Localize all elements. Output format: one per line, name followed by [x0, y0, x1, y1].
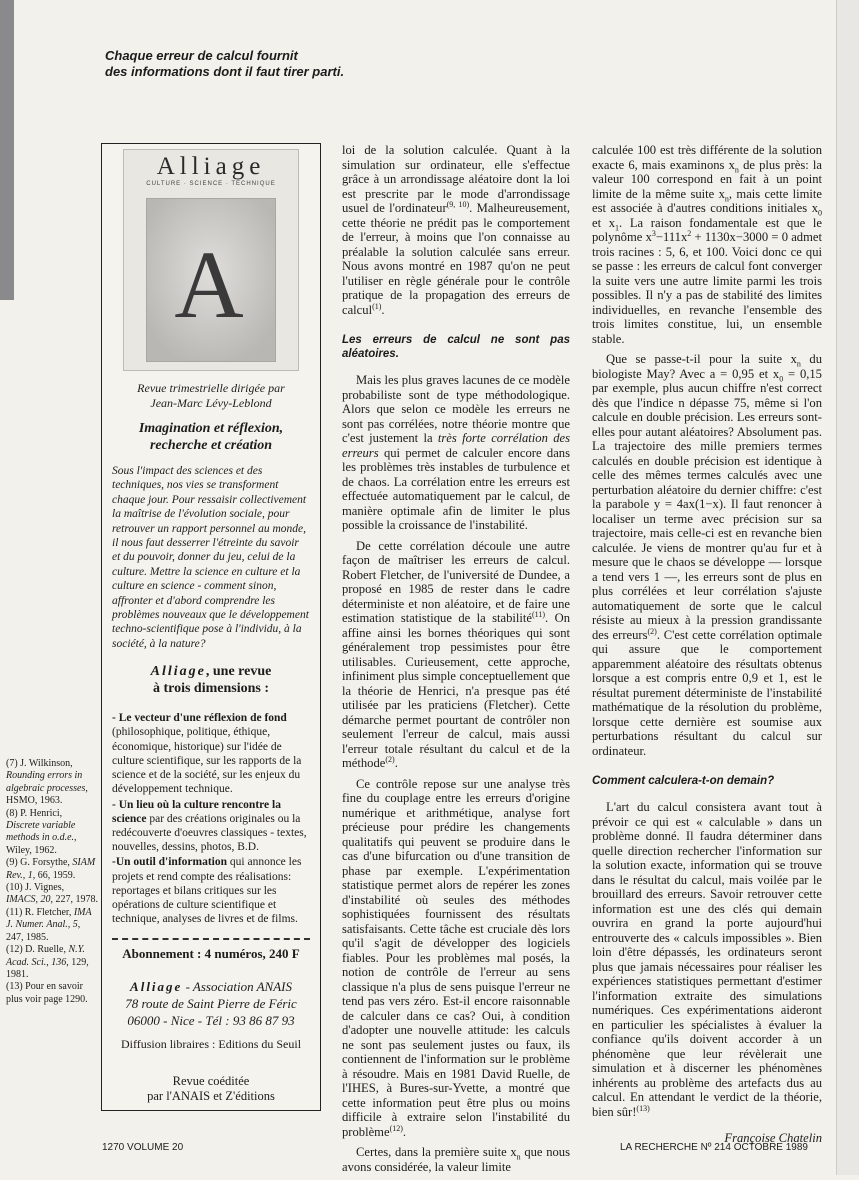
box-section-title: Alliage, une revue à trois dimensions :	[150, 664, 272, 697]
right-page-edge	[836, 0, 859, 1175]
reference-item: (9) G. Forsythe, SIAM Rev., 1, 66, 1959.	[6, 857, 96, 881]
caption-line-2: des informations dont il faut tirer parti.	[105, 64, 345, 79]
dashed-divider	[112, 938, 310, 940]
journal-footer: LA RECHERCHE Nº 214 OCTOBRE 1989	[620, 1142, 808, 1153]
paragraph: loi de la solution calculée. Quant à la simulation sur ordinateur, elle s'effectue grâce à un arrondissage aléatoire dont la loi est prescrite par le mode d'arrondissage usuel de l'ordinateur$^{(9, 10)}$. Malheureusement, cette théorie ne prédit pas le comportement de l'erreur, à moins que l'on connaisse au préalable la solution calculée sans erreur. Nous avons montré en 1987 qu'on ne peut l'utiliser en règle générale pour le contrôle pratique de la propagation des erreurs de calcul$^{(1)}$.	[342, 143, 570, 317]
margin-references	[6, 758, 98, 1006]
publisher-address: Alliage - Association ANAIS 78 route de Saint Pierre de Féric 06000 - Nice - Tél : 93 86 87 93	[125, 979, 297, 1029]
subscription-line: Abonnement : 4 numéros, 240 F	[122, 946, 300, 962]
list-item: - Un lieu où la culture rencontre la science par des créations originales ou la redécouverte d'oeuvres classiques - textes, nouvelles, dessins, photos, B.D.	[112, 798, 307, 854]
cover-tagline: CULTURE · SCIENCE · TECHNIQUE	[146, 181, 276, 187]
paragraph: De cette corrélation découle une autre façon de maîtriser les erreurs de calcul. Robert Fletcher, de l'université de Dundee, a proposé en 1985 de rester dans le cadre déterministe et non aléatoire, et de faire une estimation statistique de la stabilité$^{(11)}$. On affine ainsi les bornes théoriques qui sont généralement trop pessimistes pour être utilisables. Curieusement, cette approche, infiniment plus simple conceptuellement que la théorie de Henrici, n'a presque pas été utilisée par les praticiens (Fletcher). Cette démarche permet pourtant de contrôler non seulement l'erreur de calcul, mais aussi l'erreur totale résultant du calcul et de la méthode$^{(2)}$.	[342, 538, 570, 770]
paragraph: calculée 100 est très différente de la solution exacte 6, mais examinons $x_n$ de plus près: la valeur 100 correspond en fait à un point limite de la même suite $x_n$, mais cette limite est associée à d'autres conditions initiales $x_0$ et $x_1$. La raison fondamentale est que le polynôme $x^3-111x^2 + 1130x-3000 = 0$ admet trois racines : 5, 6, et 100. Voici donc ce qui se passe : les erreurs de calcul font converger la suite vers une autre limite parmi les trois possibles. Il n'y a pas de stabilité des limites individuelles, en revanche l'ensemble des trois limites constitue, lui, un ensemble stable.	[592, 143, 823, 346]
distribution-line: Diffusion libraires : Editions du Seuil	[120, 1037, 302, 1052]
reference-item: (13) Pour en savoir plus voir page 1290.	[6, 981, 88, 1005]
paragraph: Certes, dans la première suite $x_n$ que nous avons considérée, la valeur limite	[342, 1145, 570, 1174]
cover-logo: Alliage	[156, 153, 266, 180]
article-column-3	[592, 143, 822, 1146]
box-subtitle: Revue trimestrielle dirigée par Jean-Marc Lévy-Leblond	[137, 381, 285, 410]
paragraph: Ce contrôle repose sur une analyse très fine du couplage entre les erreurs d'origine numérique et arithmétique, analyse fort précieuse pour prédire les changements qualitatifs qui peuvent se produire dans le cas d'une bifurcation ou d'une transition de phase par exemple. L'expérimentation statistique permet alors de repérer les zones d'instabilité où seules des méthodes sophistiquées fournissent des résultats satisfaisants. Cette tâche est cruciale dès lors qu'il s'agit de développer des logiciels fiables. Pour les problèmes mal posés, la notion de contrôle de l'erreur au sens classique n'a plus de sens puisque l'erreur ne tend pas vers zéro. Est-il encore raisonnable de calculer dans ce cas? Oui, à condition d'adopter une nouvelle attitude: les calculs ne sont pas seulement justes ou faux, ils contiennent de l'information sur le problème à résoudre. Mais en 1981 David Ruelle, de l'IHES, à Bures-sur-Yvette, a montré que cette information peut être plus ou moins difficile à extraire selon l'instabilité du problème$^{(12)}$.	[342, 776, 570, 1139]
magazine-cover	[123, 149, 299, 371]
alliage-advert-box	[101, 143, 321, 1111]
author-signature: Françoise Chatelin	[724, 1131, 822, 1145]
reference-item: (11) R. Fletcher, IMA J. Numer. Anal., 5, 247, 1985.	[6, 906, 92, 943]
list-item: -Un outil d'information qui annonce les projets et rend compte des réalisations: reportages et bilans critiques sur les opérations de culture scientifique et technique, analyses de livres et de films.	[112, 856, 302, 926]
reference-item: (7) J. Wilkinson, Rounding errors in algebraic processes, HSMO, 1963.	[6, 758, 88, 807]
reference-item: (8) P. Henrici, Discrete variable methods in o.d.e., Wiley, 1962.	[6, 807, 77, 856]
section-heading: Les erreurs de calcul ne sont pas aléatoires.	[342, 334, 570, 360]
cover-letter: A	[174, 231, 244, 338]
paragraph: L'art du calcul consistera avant tout à prévoir ce qui est « calculable » dans un problème donné. Il faudra déterminer dans quelle direction rechercher l'information sur la solution exacte, information qui se trouve dans le résultat du calcul, mais voilée par le brouillard des erreurs. Savoir retrouver cette information est une des clés qui demain ouvrira en grand la porte aujourd'hui entrouverte des « calculs impossibles ». Bien loin d'être dépassés, les ordinateurs seront plus que jamais nécessaires pour réaliser les expériences statistiques permettant d'estimer l'information extraite des simulations numériques. Ces expérimentations aideront en particulier les spécialistes à évaluer la confiance qu'ils doivent accorder à un phénomène que leur révèlerait une simulation et à discerner les phénomènes inhérents au problème des artefacts dus au calcul. En attendant le verdict de la théorie, bien sûr!$^{(13)}$	[592, 800, 822, 1119]
reference-item: (12) D. Ruelle, N.Y. Acad. Sci., 136, 129, 1981.	[6, 944, 89, 980]
box-intro-paragraph: Sous l'impact des sciences et des techniques, nos vies se transforment chaque jour. Pour ressaisir collectivement la maîtrise de l'évolution sociale, pour retrouver un rapport personnel au monde, il nous faut desserrer l'étreinte du savoir et du pouvoir, donner du jeu, celui de la culture. Mettre la science en culture et la culture en science - comment sinon, affronter et d'abord comprendre les problèmes nouveaux que le développement techno-scientifique pose à l'individu, à la société, à la nature?	[112, 465, 309, 650]
cover-artwork	[146, 198, 276, 362]
box-feature-list	[112, 711, 310, 926]
box-heading: Imagination et réflexion, recherche et création	[138, 421, 284, 453]
figure-caption	[105, 48, 405, 80]
left-edge-bar	[0, 0, 14, 300]
list-item: - Le vecteur d'une réflexion de fond (philosophique, politique, éthique, économique, historique) sur l'idée de culture scientifique, sur les rapports de la science et de la société, sur les enjeux du développement technique.	[112, 712, 302, 796]
section-heading: Comment calculera-t-on demain?	[592, 775, 775, 787]
paragraph: Que se passe-t-il pour la suite $x_n$ du biologiste May? Avec a = 0,95 et $x_0 = 0,15$ par exemple, plus aucun chiffre n'est correct dès que l'indice n dépasse 75, même si l'on calcule en double précision. Les erreurs sont-elles pour autant aléatoires? Absolument pas. La trajectoire des mille premiers termes calculés en double précision est identique à celle des mêmes termes calculés avec une perturbation aléatoire du dernier chiffre: c'est la parabole y = 4ax(1−x). Il faut renoncer à localiser un terme avec précision sur sa trajectoire, mais celle-ci est en revanche bien calculée. Je viens de montrer qu'au fur et à mesure que le chaos se développe — lorsque a tend vers 1 —, les erreurs sont de plus en plus corrélées et leur corrélation s'ajuste automatiquement de sorte que le calcul résiste au mieux à la pression grandissante des erreurs$^{(2)}$. C'est cette corrélation optimale qui assure que le comportement apparemment aléatoire des résultats obtenus lorsque a est compris entre 0,9 et 1, est le résultat purement déterministe de l'instabilité mathématique de la résolution du problème, lorsque cette dernière est soumise aux perturbations résultant du calcul sur ordinateur.	[592, 352, 823, 758]
article-column-2	[342, 143, 570, 1180]
coedition-note: Revue coéditée par l'ANAIS et Z'éditions	[147, 1074, 275, 1104]
reference-item: (10) J. Vignes, IMACS, 20, 227, 1978.	[6, 882, 98, 906]
paragraph: Mais les plus graves lacunes de ce modèle probabiliste sont de type méthodologique. Alors que selon ce modèle les erreurs ne sont pas corrélées, notre théorie montre que c'est justement la très forte corrélation des erreurs qui permet de calculer encore dans les problèmes très instables de turbulence et de chaos. La corrélation entre les erreurs est effectuée automatiquement par le calcul, de manière optimale afin de limiter le plus possible la croissance de l'instabilité.	[342, 373, 570, 532]
page-folio: 1270 VOLUME 20	[102, 1142, 184, 1153]
caption-line-1: Chaque erreur de calcul fournit	[105, 48, 298, 63]
